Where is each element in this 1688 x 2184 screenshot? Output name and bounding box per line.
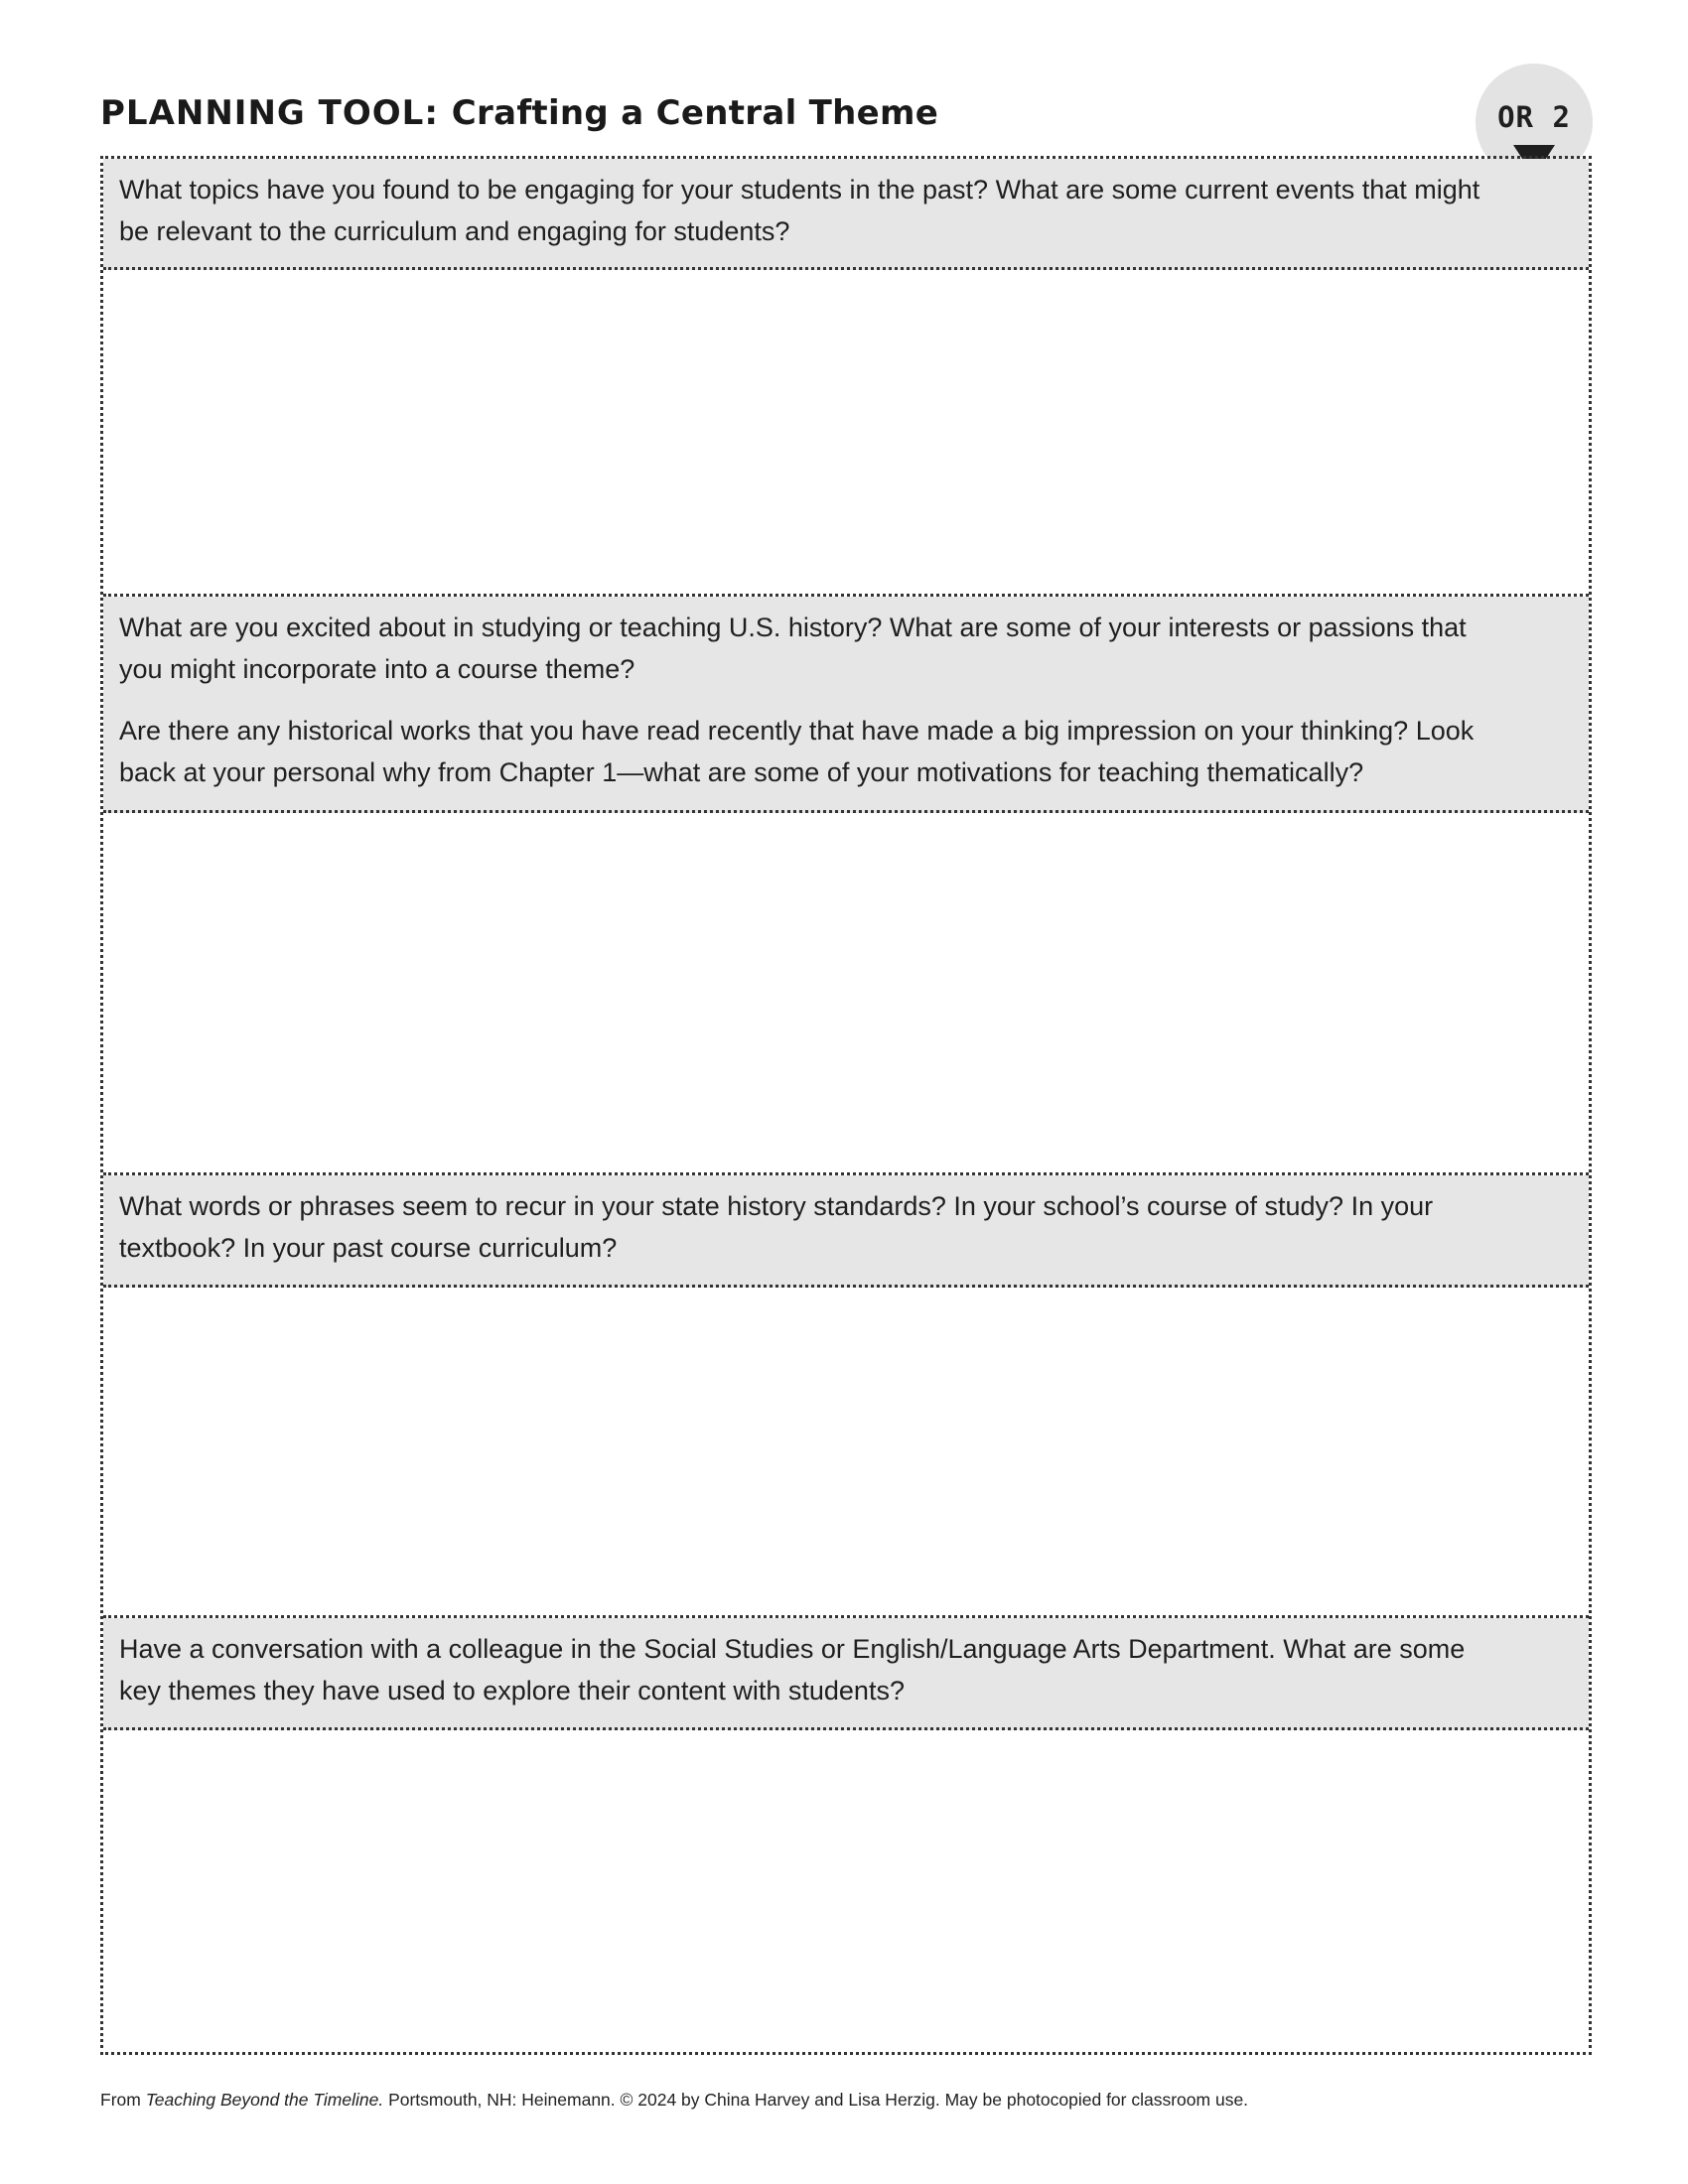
title-bold: PLANNING TOOL: (100, 93, 439, 133)
planning-worksheet (100, 156, 1592, 2055)
footer-prefix: From (100, 2090, 141, 2110)
prompt-2-text-a: What are you excited about in studying or teaching U.S. history? What are some of your interests or passions that you might incorporate into a course theme? (119, 613, 1467, 684)
badge-label: OR 2 (1497, 100, 1571, 134)
prompt-4 (103, 1618, 1589, 1730)
footer-book-title: Teaching Beyond the Timeline. (145, 2090, 384, 2110)
title-subtitle: Crafting a Central Theme (451, 93, 939, 133)
answer-area-3[interactable] (103, 1288, 1589, 1618)
prompt-4-text: Have a conversation with a colleague in the Social Studies or English/Language Arts Department. What are some key themes they have used to explore their content with students? (119, 1634, 1466, 1706)
footer-rest: Portsmouth, NH: Heinemann. © 2024 by China Harvey and Lisa Herzig. May be photocopied for classroom use. (388, 2090, 1249, 2110)
prompt-2 (103, 597, 1589, 813)
prompt-2-text-b: Are there any historical works that you have read recently that have made a big impression on your thinking? Look back at your personal why from Chapter 1—what are some of your motivations for teaching thematically? (119, 716, 1475, 787)
answer-area-1[interactable] (103, 270, 1589, 597)
prompt-3-text: What words or phrases seem to recur in your state history standards? In your school’s course of study? In your textbook? In your past course curriculum? (119, 1191, 1434, 1263)
answer-area-4[interactable] (103, 1730, 1589, 2052)
prompt-1-text: What topics have you found to be engaging for your students in the past? What are some current events that might be relevant to the curriculum and engaging for students? (119, 175, 1480, 246)
prompt-3 (103, 1175, 1589, 1288)
prompt-1 (103, 159, 1589, 270)
page-title (100, 93, 938, 133)
copyright-footer (100, 2090, 1248, 2111)
answer-area-2[interactable] (103, 813, 1589, 1175)
